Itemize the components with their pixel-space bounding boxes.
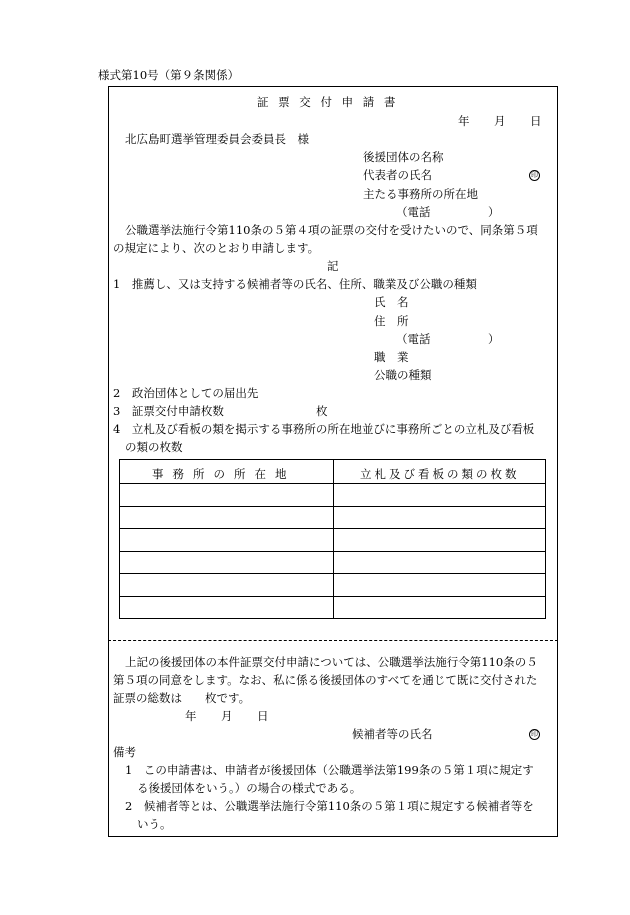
consent-month: 月 (221, 709, 233, 723)
office-phone-label: （電話 ） (396, 205, 500, 219)
rep-name-label: 代表者の氏名 (363, 168, 432, 182)
candidate-signature-label: 候補者等の氏名 (352, 727, 433, 741)
consent-line1: 上記の後援団体の本件証票交付申請については、公職選挙法施行令第110条の５ (125, 655, 538, 669)
office-address-label: 主たる事務所の所在地 (363, 187, 478, 201)
remarks-heading: 備考 (113, 745, 136, 759)
remark-1-line2: る後援団体をいう。）の場合の様式である。 (137, 781, 362, 795)
table-header-signboard-count: 立札及び看板の類の枚数 (360, 467, 520, 481)
item-1: 1 推薦し、又は支持する候補者等の氏名、住所、職業及び公職の種類 (113, 277, 477, 291)
item-3: 3 証票交付申請枚数 (113, 404, 224, 418)
date-day: 日 (530, 114, 542, 128)
intro-text-line2: の規定により、次のとおり申請します。 (113, 241, 320, 255)
remark-2-line1: 2 候補者等とは、公職選挙法施行令第110条の５第１項に規定する候補者等を (125, 799, 534, 813)
consent-line3: 証票の総数は 枚です。 (113, 691, 251, 705)
seal-icon: 印 (531, 171, 538, 179)
candidate-occupation-label: 職 業 (374, 350, 409, 364)
org-name-label: 後援団体の名称 (363, 150, 444, 164)
addressee: 北広島町選挙管理委員会委員長 様 (125, 132, 309, 146)
remark-2-line2: いう。 (137, 817, 172, 831)
item-4-line1: 4 立札及び看板の類を掲示する事務所の所在地並びに事務所ごとの立札及び看板 (113, 422, 535, 436)
consent-year: 年 (185, 709, 197, 723)
candidate-seal-icon: 印 (531, 730, 538, 738)
form-title: 証 票 交 付 申 請 書 (257, 95, 399, 109)
office-type-label: 公職の種類 (374, 368, 432, 382)
form-number: 様式第10号（第９条関係） (98, 68, 240, 82)
date-month: 月 (494, 114, 506, 128)
candidate-name-label: 氏 名 (374, 295, 409, 309)
item-3-unit: 枚 (316, 404, 328, 418)
candidate-address-label: 住 所 (374, 314, 409, 328)
date-year: 年 (458, 114, 470, 128)
item-2: 2 政治団体としての届出先 (113, 386, 259, 400)
ki-heading: 記 (327, 259, 339, 273)
candidate-phone-label: （電話 ） (396, 332, 500, 346)
office-signboard-table (119, 459, 546, 619)
table-header-office-address: 事務所の所在地 (152, 467, 296, 481)
item-4-line2: の類の枚数 (125, 440, 183, 454)
consent-day: 日 (257, 709, 269, 723)
remark-1-line1: 1 この申請書は、申請者が後援団体（公職選挙法第199条の５第１項に規定す (125, 763, 534, 777)
consent-line2: 第５項の同意をします。なお、私に係る後援団体のすべてを通じて既に交付された (113, 673, 538, 687)
intro-text-line1: 公職選挙法施行令第110条の５第４項の証票の交付を受けたいので、同条第５項 (125, 223, 538, 237)
dashed-divider (108, 640, 558, 641)
